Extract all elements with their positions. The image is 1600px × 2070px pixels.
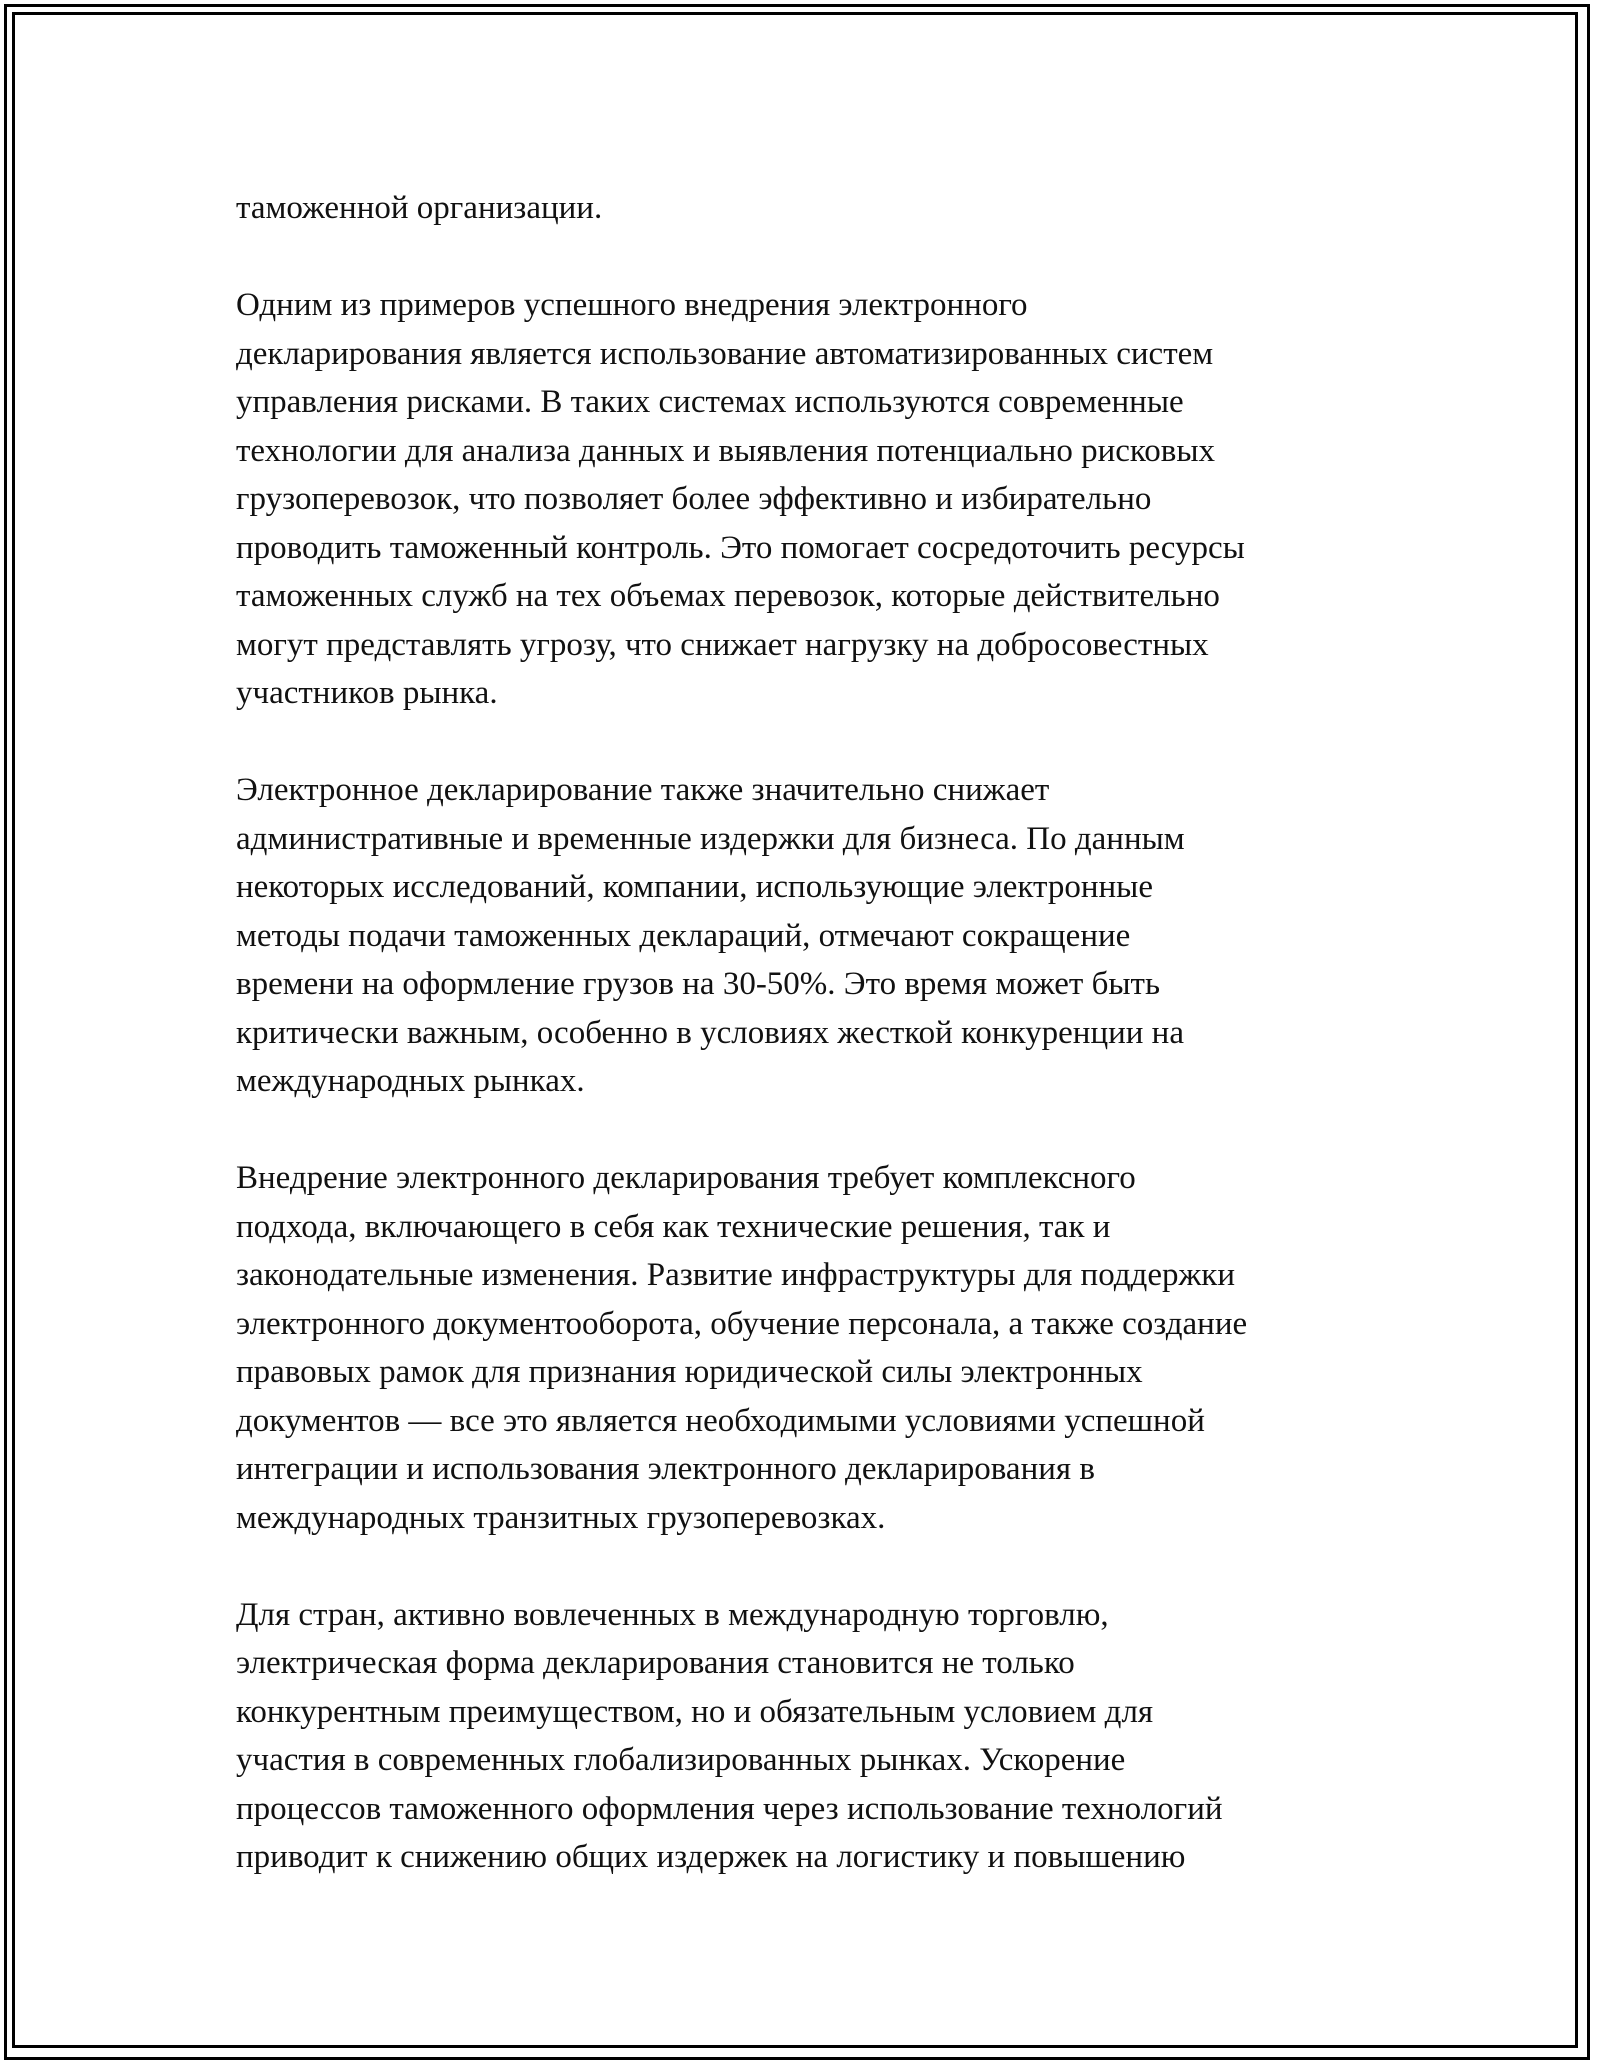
paragraph-4: Внедрение электронного декларирования требует комплексного подхода, включающего в себя как технические решения, так и законодательные изменения. Развитие инфраструктуры для поддержки электронного документооборота, обучение персонала, а также создание правовых рамок для признания юридической силы электронных документов — все это является необходимыми условиями успешной интеграции и использования электронного декларирования в международных транзитных грузоперевозках. [236, 1160, 1248, 1536]
paragraph-5: Для стран, активно вовлеченных в международную торговлю, электрическая форма декларирования становится не только конкурентным преимуществом, но и обязательным условием для участия в современных глобализированных рынках. Ускорение процессов таможенного оформления через использование технологий приводит к снижению общих издержек на логистику и повышению [236, 1596, 1223, 1875]
paragraph-1: таможенной организации. [236, 190, 603, 226]
document-body [236, 184, 1376, 1930]
paragraph-2: Одним из примеров успешного внедрения электронного декларирования является использование автоматизированных систем управления рисками. В таких системах используются современные технологии для анализа данных и выявления потенциально рисковых грузоперевозок, что позволяет более эффективно и избирательно проводить таможенный контроль. Это помогает сосредоточить ресурсы таможенных служб на тех объемах перевозок, которые действительно могут представлять угрозу, что снижает нагрузку на добросовестных участников рынка. [236, 287, 1245, 711]
paragraph-3: Электронное декларирование также значительно снижает административные и временные издержки для бизнеса. По данным некоторых исследований, компании, использующие электронные методы подачи таможенных деклараций, отмечают сокращение времени на оформление грузов на 30-50%. Это время может быть критически важным, особенно в условиях жесткой конкуренции на международных рынках. [236, 772, 1185, 1099]
